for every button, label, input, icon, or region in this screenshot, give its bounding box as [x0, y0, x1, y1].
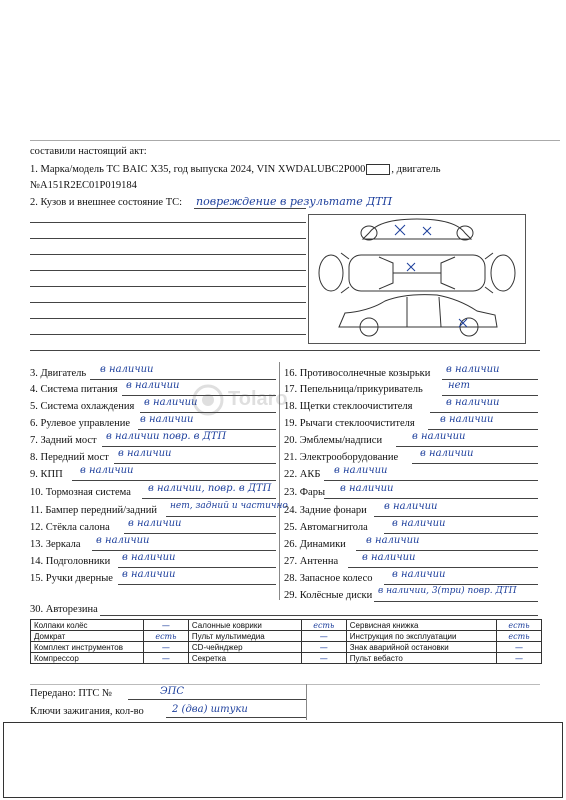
checklist-label: 12. Стёкла салона [30, 522, 110, 533]
checklist-label: 4. Система питания [30, 384, 118, 395]
pts-label: Передано: ПТС № [30, 688, 113, 699]
equipment-value: — [301, 631, 346, 642]
vehicle-line-prefix: 1. Марка/модель ТС BAIC X35, год выпуска 2024, VIN XWDALUBC2P000 [30, 164, 366, 175]
checklist-label: 23. Фары [284, 487, 326, 498]
checklist-line [428, 429, 538, 430]
checklist-value: в наличии [420, 448, 474, 459]
checklist-label: 3. Двигатель [30, 368, 87, 379]
engine-number: №A151R2EC01P019184 [30, 180, 137, 191]
equipment-label: Домкрат [31, 631, 144, 642]
watermark-logo [188, 370, 298, 430]
equipment-label: Пульт вебасто [346, 653, 496, 664]
checklist-line [124, 533, 276, 534]
equipment-label: Компрессор [31, 653, 144, 664]
equipment-label: Колпаки колёс [31, 620, 144, 631]
checklist-line [384, 533, 538, 534]
equipment-value: есть [143, 631, 188, 642]
checklist-value: нет, задний и частично [170, 501, 288, 511]
checklist-line [356, 550, 538, 551]
checklist-label: 18. Щетки стеклоочистителя [284, 401, 413, 412]
checklist-label: 28. Запасное колесо [284, 573, 373, 584]
equipment-label: Салонные коврики [188, 620, 301, 631]
pts-value: ЭПС [160, 686, 185, 697]
checklist-line [384, 584, 538, 585]
checklist-line [142, 498, 276, 499]
checklist-value: в наличии [384, 501, 438, 512]
checklist-label: 7. Задний мост [30, 435, 97, 446]
checklist-label: 21. Электрооборудование [284, 452, 399, 463]
equipment-value: есть [497, 620, 542, 631]
checklist-line [324, 498, 538, 499]
checklist-value: в наличии [80, 465, 134, 476]
checklist-value: в наличии [340, 483, 394, 494]
tires-label: 30. Авторезина [30, 604, 98, 615]
blank-line [30, 302, 306, 303]
checklist-label: 16. Противосолнечные козырьки [284, 368, 431, 379]
checklist-line [118, 567, 276, 568]
top-rule [30, 140, 560, 141]
equipment-row [31, 620, 542, 631]
equipment-label: Знак аварийной остановки [346, 642, 496, 653]
checklist-line [348, 567, 538, 568]
checklist-label: 19. Рычаги стеклоочистителя [284, 418, 415, 429]
equipment-value: — [143, 642, 188, 653]
checklist-value: в наличии [128, 518, 182, 529]
checklist-line [430, 412, 538, 413]
equipment-value: — [143, 620, 188, 631]
redacted-box [366, 164, 390, 175]
checklist-value: в наличии [122, 552, 176, 563]
body-value-underline [194, 208, 306, 209]
checklist-value: в наличии [118, 448, 172, 459]
checklist-label: 22. АКБ [284, 469, 321, 480]
equipment-label: Секретка [188, 653, 301, 664]
checklist-value: нет [448, 380, 470, 391]
blank-line [30, 238, 306, 239]
checklist-label: 25. Автомагнитола [284, 522, 368, 533]
checklist-label: 26. Динамики [284, 539, 346, 550]
footer-divider [306, 684, 307, 720]
blank-line [30, 318, 306, 319]
equipment-row [31, 642, 542, 653]
equipment-value: — [301, 653, 346, 664]
checklist-value: в наличии [446, 364, 500, 375]
car-outline-icon [309, 215, 525, 343]
car-damage-diagram [308, 214, 526, 344]
checklist-label: 14. Подголовники [30, 556, 111, 567]
pts-line [128, 699, 306, 700]
vehicle-line-suffix: , двигатель [391, 164, 441, 175]
checklist-value: в наличии [362, 552, 416, 563]
checklist-line [118, 584, 276, 585]
equipment-table [30, 619, 542, 664]
equipment-value: есть [301, 620, 346, 631]
checklist-value: в наличии [144, 397, 198, 408]
checklist-line [102, 446, 276, 447]
checklist-line [114, 463, 276, 464]
checklist-line [72, 480, 276, 481]
checklist-value: в наличии [412, 431, 466, 442]
keys-value: 2 (два) штуки [172, 704, 248, 715]
checklist-value: в наличии [122, 569, 176, 580]
checklist-label: 13. Зеркала [30, 539, 81, 550]
blank-line [30, 286, 306, 287]
blank-line [30, 350, 540, 351]
equipment-label: Сервисная книжка [346, 620, 496, 631]
checklist-label: 9. КПП [30, 469, 63, 480]
tires-line [100, 615, 538, 616]
checklist-label: 5. Система охлаждения [30, 401, 135, 412]
equipment-row [31, 653, 542, 664]
checklist-label: 8. Передний мост [30, 452, 109, 463]
equipment-value: — [497, 653, 542, 664]
keys-line [166, 717, 306, 718]
body-value: повреждение в результате ДТП [196, 195, 393, 208]
checklist-line [166, 516, 276, 517]
checklist-value: в наличии [140, 414, 194, 425]
keys-label: Ключи зажигания, кол-во [30, 706, 144, 717]
equipment-value: есть [497, 631, 542, 642]
checklist-line [442, 395, 538, 396]
checklist-value: в наличии [366, 535, 420, 546]
checklist-line [412, 463, 538, 464]
checklist-value: в наличии [334, 465, 388, 476]
equipment-label: Комплект инструментов [31, 642, 144, 653]
checklist-value: в наличии, повр. в ДТП [148, 483, 272, 494]
checklist-label: 10. Тормозная система [30, 487, 131, 498]
equipment-value: — [497, 642, 542, 653]
checklist-label: 20. Эмблемы/надписи [284, 435, 383, 446]
checklist-label: 17. Пепельница/прикуриватель [284, 384, 423, 395]
checklist-line [374, 516, 538, 517]
blank-line [30, 334, 306, 335]
equipment-label: Инструкция по эксплуатации [346, 631, 496, 642]
bottom-frame [3, 722, 563, 798]
blank-line [30, 222, 306, 223]
checklist-label: 15. Ручки дверные [30, 573, 113, 584]
blank-line [30, 270, 306, 271]
footer-rule [30, 684, 540, 685]
checklist-line [324, 480, 538, 481]
checklist-label: 29. Колёсные диски [284, 590, 373, 601]
checklist-value: в наличии [440, 414, 494, 425]
vehicle-line [30, 164, 441, 176]
checklist-value: в наличии, 3(три) повр. ДТП [378, 586, 517, 596]
equipment-value: — [301, 642, 346, 653]
checklist-line [92, 550, 276, 551]
checklist-value: в наличии повр. в ДТП [106, 431, 227, 442]
equipment-value: — [143, 653, 188, 664]
checklist-label: 24. Задние фонари [284, 505, 367, 516]
checklist-line [374, 601, 538, 602]
checklist-value: в наличии [126, 380, 180, 391]
watermark-text: Tolaro [228, 388, 288, 410]
body-label: 2. Кузов и внешнее состояние ТС: [30, 197, 183, 208]
equipment-row [31, 631, 542, 642]
checklist-label: 11. Бампер передний/задний [30, 505, 158, 516]
equipment-label: CD-чейнджер [188, 642, 301, 653]
intro-text: составили настоящий акт: [30, 146, 147, 157]
checklist-value: в наличии [100, 364, 154, 375]
checklist-value: в наличии [96, 535, 150, 546]
blank-line [30, 254, 306, 255]
checklist-value: в наличии [446, 397, 500, 408]
checklist-value: в наличии [392, 569, 446, 580]
equipment-label: Пульт мультимедиа [188, 631, 301, 642]
checklist-label: 6. Рулевое управление [30, 418, 130, 429]
checklist-line [396, 446, 538, 447]
checklist-label: 27. Антенна [284, 556, 339, 567]
checklist-value: в наличии [392, 518, 446, 529]
